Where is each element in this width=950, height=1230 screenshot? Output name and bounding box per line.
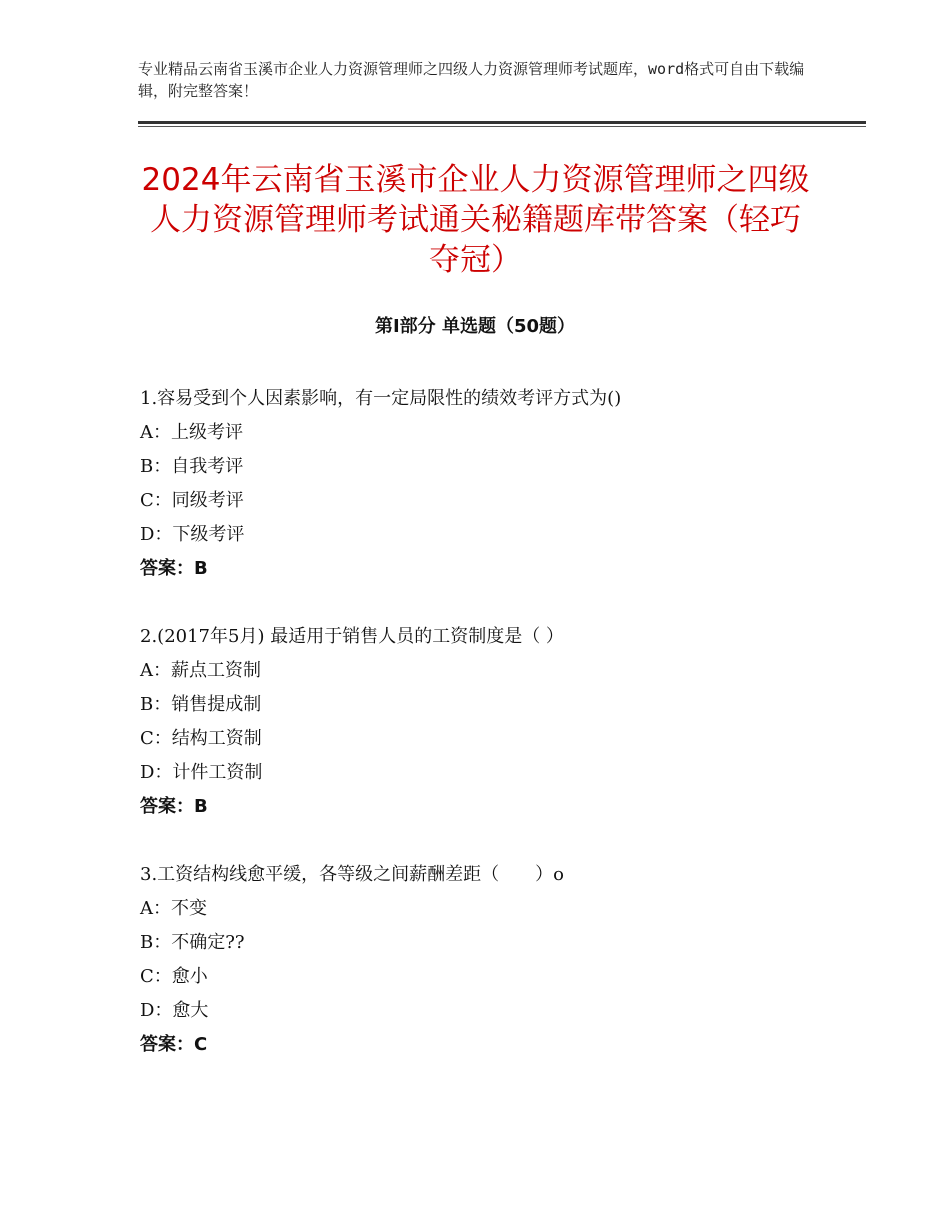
header-divider-thin [138,126,866,127]
question-stem: 2.(2017年5月) 最适用于销售人员的工资制度是（ ） [140,626,564,647]
option-b: B：自我考评 [140,456,244,477]
answer-line: 答案：B [140,558,208,579]
option-c: C：同级考评 [140,490,244,511]
option-c: C：愈小 [140,966,208,987]
option-d: D：下级考评 [140,524,245,545]
question-item [140,620,840,824]
header-divider-thick [138,121,866,124]
option-b: B：不确定?? [140,932,245,953]
answer-line: 答案：C [140,1034,208,1055]
option-d: D：计件工资制 [140,762,263,783]
section-heading: 第Ⅰ部分 单选题（50题） [374,316,575,337]
option-d: D：愈大 [140,1000,209,1021]
option-a: A：上级考评 [140,422,243,443]
question-item [140,858,840,1062]
document-title: 2024年云南省玉溪市企业人力资源管理师之四级人力资源管理师考试通关秘籍题库带答案（轻巧夺冠） [141,162,810,278]
header-note: 专业精品云南省玉溪市企业人力资源管理师之四级人力资源管理师考试题库，word格式可自由下载编辑，附完整答案！ [138,60,805,100]
question-item [140,382,840,586]
question-stem: 1.容易受到个人因素影响，有一定局限性的绩效考评方式为() [140,388,622,409]
question-stem: 3.工资结构线愈平缓，各等级之间薪酬差距（ ）o [140,864,565,885]
option-c: C：结构工资制 [140,728,262,749]
option-a: A：不变 [140,898,207,919]
option-b: B：销售提成制 [140,694,262,715]
question-list [140,382,840,1096]
option-a: A：薪点工资制 [140,660,261,681]
answer-line: 答案：B [140,796,208,817]
